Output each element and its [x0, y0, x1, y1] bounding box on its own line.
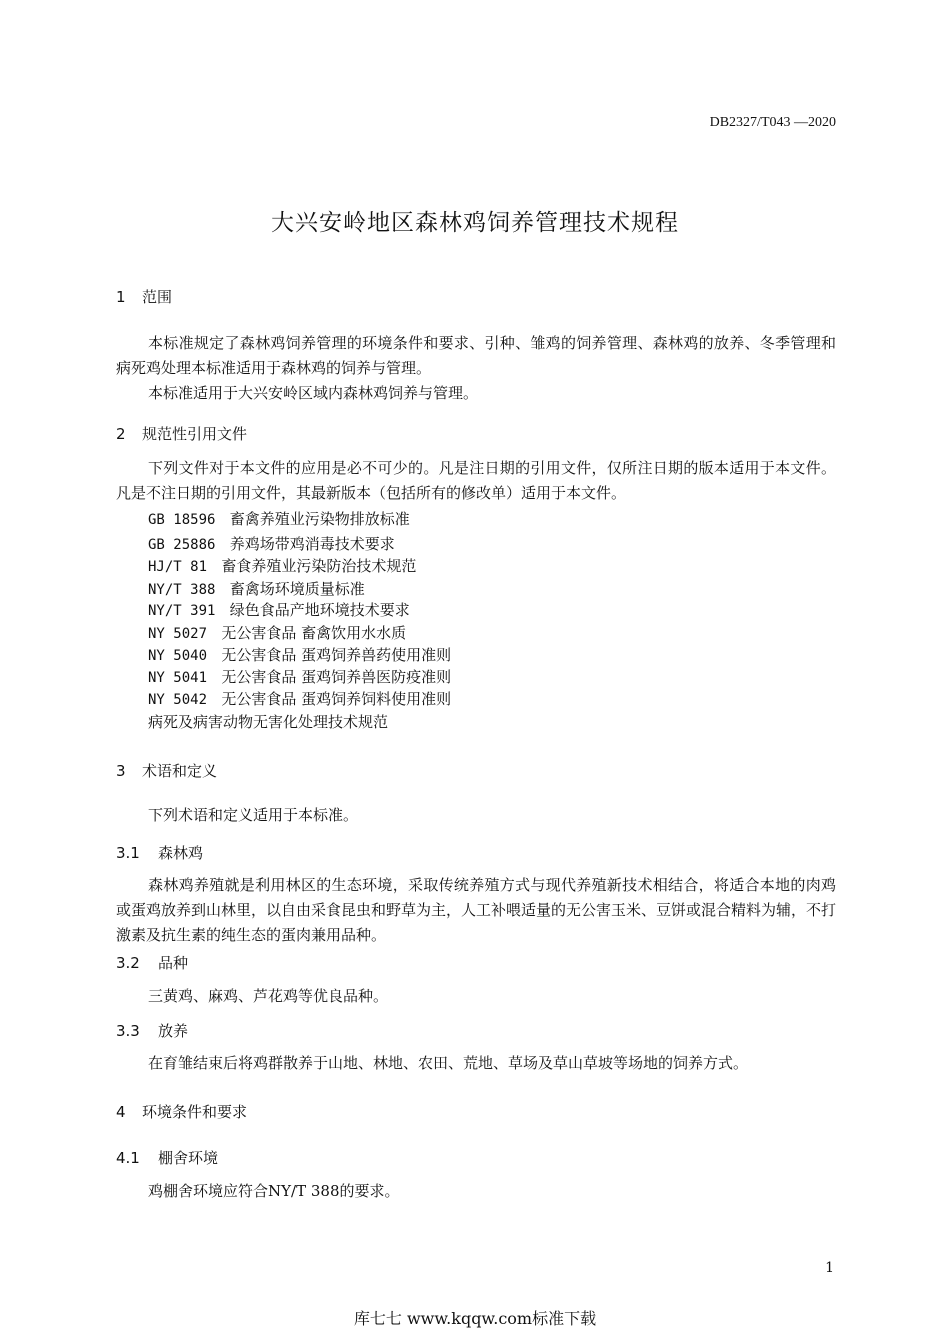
reference-item: NY 5042 无公害食品 蛋鸡饲养饲料使用准则	[148, 690, 452, 708]
subsection-4-1-heading	[116, 1147, 218, 1168]
reference-item: NY/T 388 畜禽场环境质量标准	[148, 580, 365, 598]
subsection-4-1-paragraph: 鸡棚舍环境应符合NY/T 388的要求。	[148, 1182, 400, 1200]
section-1-paragraph-2: 本标准适用于大兴安岭区域内森林鸡饲养与管理。	[148, 384, 479, 402]
section-title: 规范性引用文件	[142, 425, 248, 443]
subsection-3-1-paragraph: 森林鸡养殖就是利用林区的生态环境，采取传统养殖方式与现代养殖新技术相结合，将适合本地的肉鸡或蛋鸡放养到山林里，以自由采食昆虫和野草为主，人工补喂适量的无公害玉米、豆饼或混合精料为辅，不打激素及抗生素的纯生态的蛋肉兼用品种。	[116, 876, 837, 944]
subsection-3-1-heading	[116, 842, 203, 863]
standard-code: DB2327/T043 —2020	[709, 115, 836, 130]
reference-item: GB 25886 养鸡场带鸡消毒技术要求	[148, 535, 395, 553]
subsection-number: 4.1	[116, 1149, 140, 1167]
reference-item: NY 5027 无公害食品 畜禽饮用水水质	[148, 624, 407, 642]
section-title: 术语和定义	[142, 762, 218, 780]
subsection-3-3-paragraph: 在育雏结束后将鸡群散养于山地、林地、农田、荒地、草场及草山草坡等场地的饲养方式。	[148, 1054, 749, 1072]
subsection-title: 品种	[158, 954, 189, 972]
section-1-paragraph-1: 本标准规定了森林鸡饲养管理的环境条件和要求、引种、雏鸡的饲养管理、森林鸡的放养、冬季管理和病死鸡处理本标准适用于森林鸡的饲养与管理。	[116, 334, 836, 377]
subsection-3-2-paragraph: 三黄鸡、麻鸡、芦花鸡等优良品种。	[148, 987, 389, 1005]
section-3-heading	[116, 760, 217, 781]
page-number: 1	[825, 1260, 834, 1276]
section-title: 范围	[142, 288, 173, 306]
subsection-number: 3.3	[116, 1022, 140, 1040]
section-title: 环境条件和要求	[142, 1103, 248, 1121]
section-4-heading	[116, 1101, 247, 1122]
reference-item: HJ/T 81 畜食养殖业污染防治技术规范	[148, 557, 417, 575]
section-2-paragraph-1: 下列文件对于本文件的应用是必不可少的。凡是注日期的引用文件，仅所注日期的版本适用于本文件。凡是不注日期的引用文件，其最新版本（包括所有的修改单）适用于本文件。	[116, 459, 836, 502]
subsection-3-2-heading	[116, 952, 188, 973]
section-number: 3	[116, 762, 126, 780]
reference-item: NY 5041 无公害食品 蛋鸡饲养兽医防疫准则	[148, 668, 452, 686]
subsection-number: 3.1	[116, 844, 140, 862]
subsection-title: 棚舍环境	[158, 1149, 219, 1167]
reference-item: NY 5040 无公害食品 蛋鸡饲养兽药使用准则	[148, 646, 452, 664]
subsection-number: 3.2	[116, 954, 140, 972]
document-title: 大兴安岭地区森林鸡饲养管理技术规程	[271, 210, 679, 236]
section-number: 1	[116, 288, 126, 306]
section-1-heading	[116, 286, 172, 307]
reference-item: 病死及病害动物无害化处理技术规范	[148, 713, 389, 731]
subsection-3-3-heading	[116, 1020, 188, 1041]
section-number: 4	[116, 1103, 126, 1121]
section-3-paragraph-1: 下列术语和定义适用于本标准。	[148, 806, 359, 824]
section-2-heading	[116, 423, 247, 444]
section-number: 2	[116, 425, 126, 443]
subsection-title: 放养	[158, 1022, 189, 1040]
footer-watermark: 库七七 www.kqqw.com标准下载	[353, 1309, 597, 1328]
reference-item: GB 18596 畜禽养殖业污染物排放标准	[148, 510, 410, 528]
subsection-title: 森林鸡	[158, 844, 204, 862]
reference-item: NY/T 391 绿色食品产地环境技术要求	[148, 601, 410, 619]
